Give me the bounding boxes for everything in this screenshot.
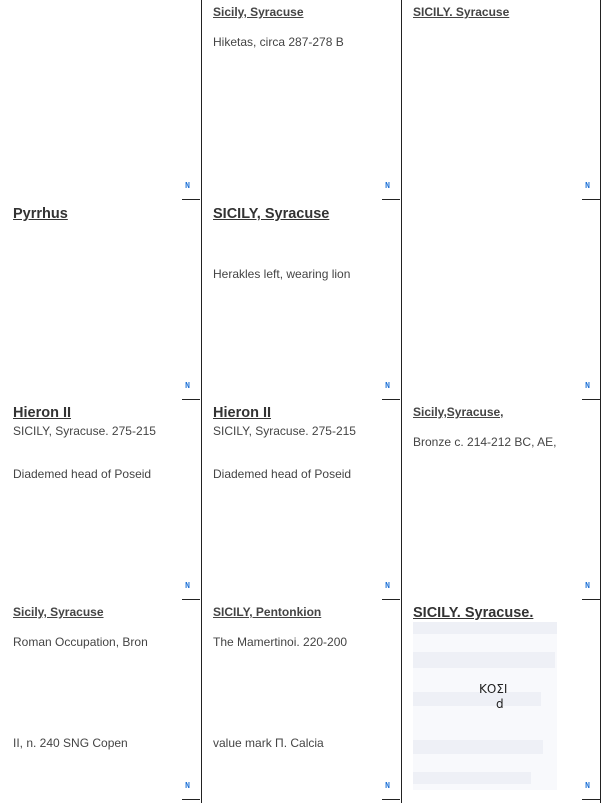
- cell-corner-tick: [382, 799, 400, 800]
- cell-title[interactable]: Hieron II: [13, 405, 72, 421]
- n-marker: N: [585, 781, 590, 790]
- n-marker: N: [585, 181, 590, 190]
- catalog-cell: [400, 400, 600, 600]
- cell-description: Hiketas, circa 287-278 B: [213, 35, 344, 49]
- n-marker: N: [185, 781, 190, 790]
- cell-subtitle: SICILY, Syracuse. 275-215: [213, 424, 356, 438]
- cell-reference: II, n. 240 SNG Copen: [13, 736, 128, 750]
- n-marker: N: [185, 581, 190, 590]
- cell-corner-tick: [182, 799, 200, 800]
- catalog-cell: [200, 400, 400, 600]
- cell-description: Diademed head of Poseid: [13, 467, 152, 481]
- catalog-cell: [200, 600, 400, 800]
- n-marker: N: [385, 581, 390, 590]
- catalog-cell: [400, 0, 600, 200]
- n-marker: N: [385, 181, 390, 190]
- n-marker: N: [185, 381, 190, 390]
- cell-title[interactable]: SICILY, Syracuse: [213, 206, 330, 222]
- cell-title[interactable]: Sicily,Syracuse,: [413, 405, 504, 419]
- coin-inscription: ΚΟΣΙ d: [479, 682, 508, 711]
- n-marker: N: [385, 781, 390, 790]
- cell-title[interactable]: Pyrrhus: [13, 206, 68, 222]
- cell-corner-tick: [582, 799, 600, 800]
- cell-title[interactable]: Hieron II: [213, 405, 272, 421]
- catalog-cell: [0, 600, 200, 800]
- cell-title[interactable]: SICILY, Pentonkion: [213, 605, 322, 619]
- column-divider: [600, 0, 601, 803]
- catalog-cell: [0, 400, 200, 600]
- catalog-cell: [400, 200, 600, 400]
- cell-title[interactable]: SICILY. Syracuse.: [413, 605, 534, 621]
- catalog-cell: [0, 0, 200, 200]
- catalog-cell: [0, 200, 200, 400]
- n-marker: N: [185, 181, 190, 190]
- catalog-cell: [400, 600, 600, 800]
- cell-title[interactable]: Sicily, Syracuse: [13, 605, 104, 619]
- n-marker: N: [585, 381, 590, 390]
- cell-title[interactable]: Sicily, Syracuse: [213, 5, 304, 19]
- catalog-cell: [200, 0, 400, 200]
- coin-image-placeholder: [413, 622, 557, 790]
- cell-title[interactable]: SICILY. Syracuse: [413, 5, 510, 19]
- cell-description: Roman Occupation, Bron: [13, 635, 148, 649]
- n-marker: N: [385, 381, 390, 390]
- cell-description: The Mamertinoi. 220-200: [213, 635, 348, 649]
- cell-description: Bronze c. 214-212 BC, AE,: [413, 435, 557, 449]
- cell-reference: value mark Π. Calcia: [213, 736, 324, 750]
- n-marker: N: [585, 581, 590, 590]
- cell-description: Herakles left, wearing lion: [213, 267, 351, 281]
- cell-description: Diademed head of Poseid: [213, 467, 352, 481]
- catalog-cell: [200, 200, 400, 400]
- cell-subtitle: SICILY, Syracuse. 275-215: [13, 424, 156, 438]
